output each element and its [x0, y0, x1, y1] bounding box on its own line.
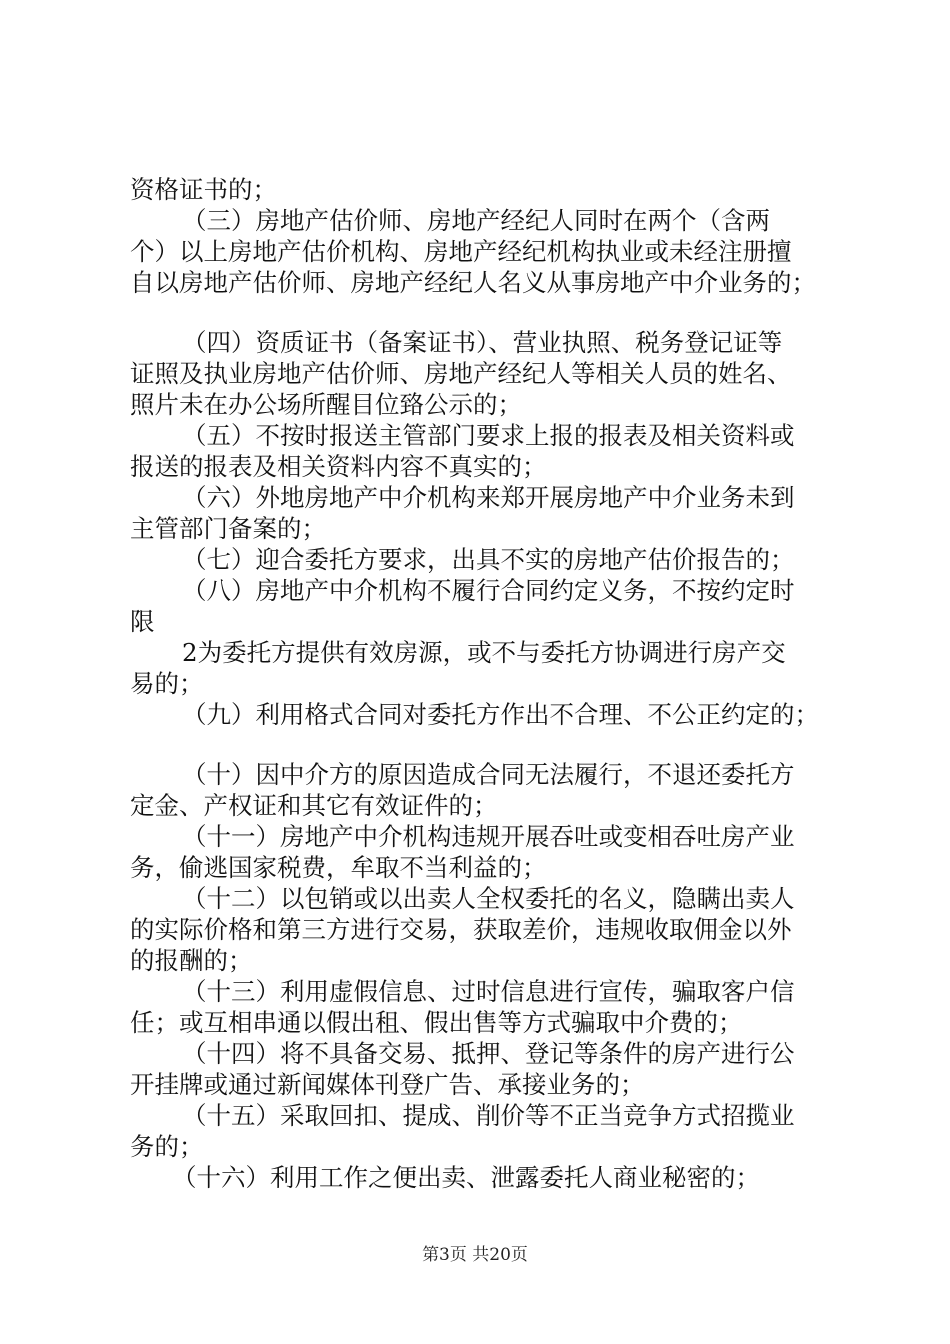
text-line: （四）资质证书（备案证书）、营业执照、税务登记证等	[182, 328, 783, 357]
text-line: （十二）以包销或以出卖人全权委托的名义，隐瞒出卖人	[182, 884, 795, 913]
text-line: 报送的报表及相关资料内容不真实的；	[130, 452, 547, 481]
text-line: 定金、产权证和其它有效证件的；	[130, 791, 498, 820]
text-line: 易的；	[130, 669, 204, 698]
text-line: （七）迎合委托方要求，出具不实的房地产估价报告的；	[182, 545, 795, 574]
text-line: （十一）房地产中介机构违规开展吞吐或变相吞吐房产业	[182, 822, 795, 851]
text-line: 开挂牌或通过新闻媒体刊登广告、承接业务的；	[130, 1070, 645, 1099]
page-number: 第3页 共20页	[422, 1245, 528, 1265]
text-line: （十六）利用工作之便出卖、泄露委托人商业秘密的；	[172, 1163, 760, 1192]
text-line: 的报酬的；	[130, 946, 253, 975]
text-line: 主管部门备案的；	[130, 514, 326, 543]
text-line: （三）房地产估价师、房地产经纪人同时在两个（含两	[182, 206, 770, 235]
text-line: （十四）将不具备交易、抵押、登记等条件的房产进行公	[182, 1039, 795, 1068]
text-line: 照片未在办公场所醒目位臵公示的；	[130, 390, 522, 419]
text-line: 务，偷逃国家税费，牟取不当利益的；	[130, 853, 547, 882]
text-line: 务的；	[130, 1132, 204, 1161]
text-line: （五）不按时报送主管部门要求上报的报表及相关资料或	[182, 421, 795, 450]
text-line: （十三）利用虚假信息、过时信息进行宣传，骗取客户信	[182, 977, 795, 1006]
text-line: 个）以上房地产估价机构、房地产经纪机构执业或未经注册擅	[130, 237, 792, 266]
text-line: （十五）采取回扣、提成、削价等不正当竞争方式招揽业	[182, 1101, 795, 1130]
text-line: 2为委托方提供有效房源，或不与委托方协调进行房产交	[182, 638, 786, 667]
text-line: 证照及执业房地产估价师、房地产经纪人等相关人员的姓名、	[130, 359, 792, 388]
text-line: 任；或互相串通以假出租、假出售等方式骗取中介费的；	[130, 1008, 743, 1037]
text-line: 的实际价格和第三方进行交易，获取差价，违规收取佣金以外	[130, 915, 792, 944]
text-line: （十）因中介方的原因造成合同无法履行，不退还委托方	[182, 760, 795, 789]
text-line: （九）利用格式合同对委托方作出不合理、不公正约定的；	[182, 700, 819, 729]
text-line: 自以房地产估价师、房地产经纪人名义从事房地产中介业务的；	[130, 268, 816, 297]
text-line: （八）房地产中介机构不履行合同约定义务，不按约定时	[182, 576, 795, 605]
text-line: 资格证书的；	[130, 175, 277, 204]
text-line: 限	[130, 607, 155, 636]
text-line: （六）外地房地产中介机构来郑开展房地产中介业务未到	[182, 483, 795, 512]
